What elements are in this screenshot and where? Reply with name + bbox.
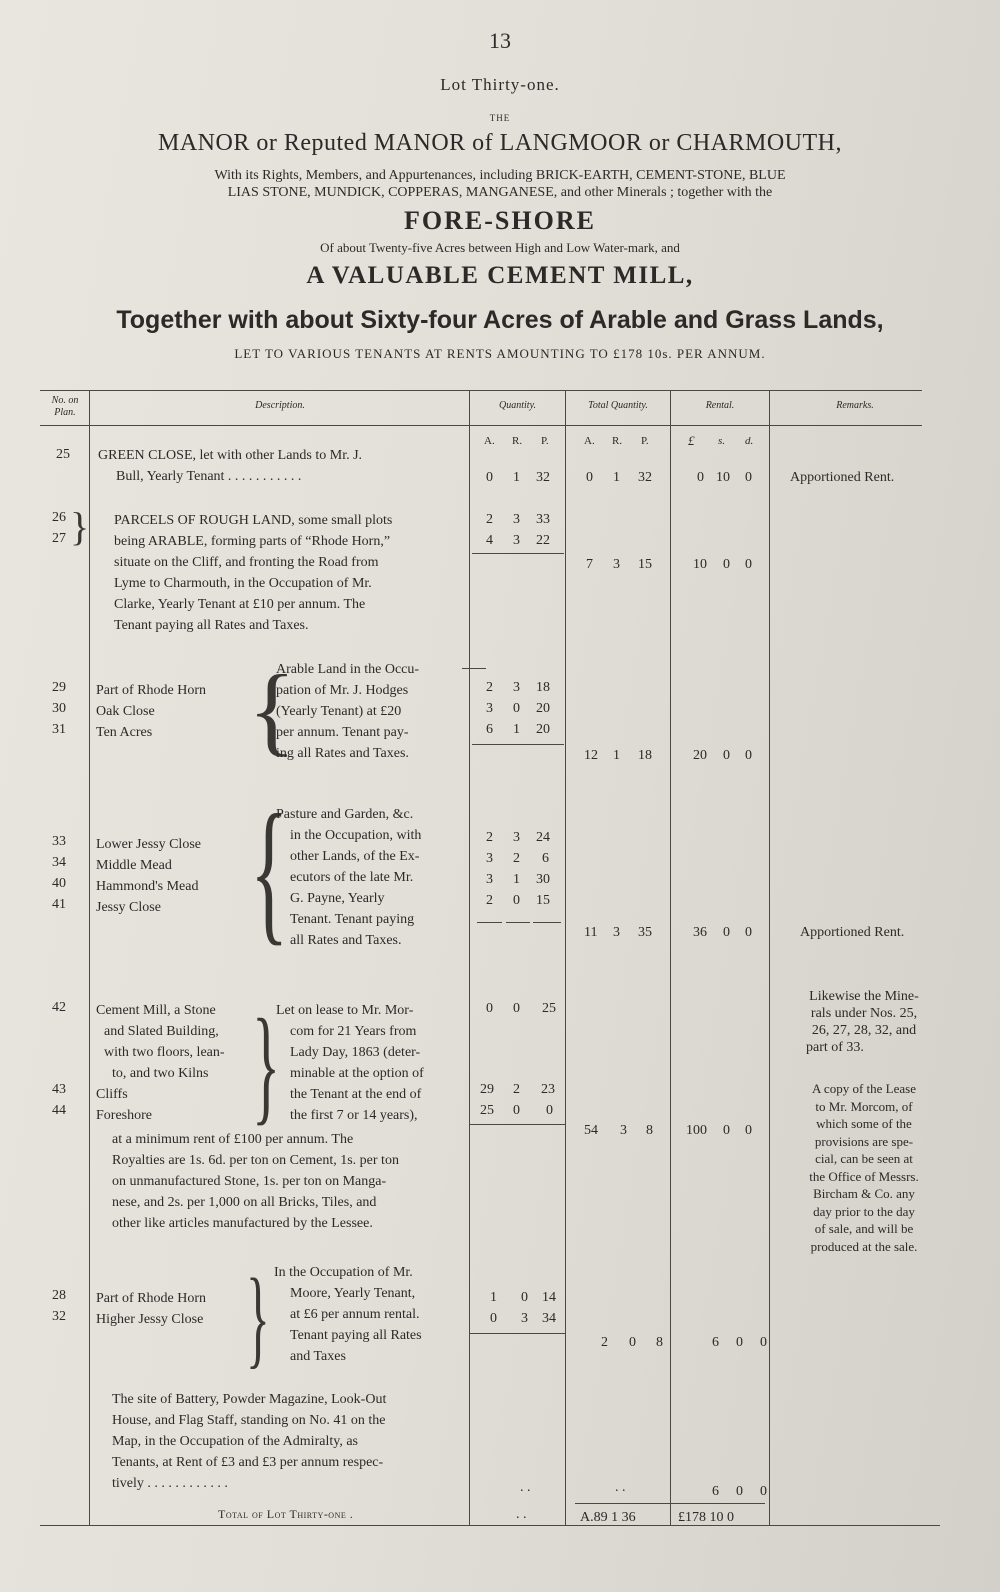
plan-number: 43 <box>52 1082 66 1097</box>
qty-r: 3 <box>513 533 520 548</box>
qty-r: 2 <box>513 1082 520 1097</box>
qty-r: 1 <box>513 722 520 737</box>
rent-l: 20 <box>693 748 707 763</box>
qty-a: 2 <box>486 830 493 845</box>
field-name: Middle Mead <box>96 858 172 873</box>
table-header-rule <box>40 425 922 426</box>
description-line: (Yearly Tenant) at £20 <box>276 704 402 719</box>
rent-d: 0 <box>745 1123 752 1138</box>
foreshore-subtitle: Of about Twenty-five Acres between High and Low Water-mark, and <box>320 240 680 255</box>
col-divider-3 <box>565 390 566 1525</box>
description-line: GREEN CLOSE, let with other Lands to Mr. J. <box>98 448 363 463</box>
leader-dots: . . <box>520 1480 531 1495</box>
total-label: Total of Lot Thirty-one . <box>218 1507 354 1521</box>
field-name: and Slated Building, <box>104 1024 219 1039</box>
total-r: 3 <box>613 925 620 940</box>
plan-number: 32 <box>52 1309 66 1324</box>
total-r: 3 <box>613 557 620 572</box>
remark-line: day prior to the day <box>813 1203 915 1219</box>
total-a: 11 <box>584 925 598 940</box>
brace-glyph: } <box>70 504 90 549</box>
rent-l: 0 <box>697 470 704 485</box>
description-line: Lyme to Charmouth, in the Occupation of Mr. <box>114 576 372 591</box>
total-p: 8 <box>646 1123 653 1138</box>
rent-l: 36 <box>693 925 707 940</box>
sum-rule <box>470 1333 565 1334</box>
description-line: the first 7 or 14 years), <box>290 1108 418 1123</box>
manor-title: MANOR or Reputed MANOR of LANGMOOR or CHARMOUTH, <box>158 130 842 156</box>
description-line: Lady Day, 1863 (deter- <box>290 1045 421 1060</box>
description-line: Clarke, Yearly Tenant at £10 per annum. The <box>114 597 366 612</box>
rights-line-2: LIAS STONE, MUNDICK, COPPERAS, MANGANESE, and other Minerals ; together with the <box>227 185 773 200</box>
rent-s: 0 <box>736 1335 743 1350</box>
field-name: Ten Acres <box>96 725 153 740</box>
total-r: 1 <box>613 470 620 485</box>
remark: Apportioned Rent. <box>790 470 895 485</box>
description-line: Let on lease to Mr. Mor- <box>276 1003 414 1018</box>
qty-p: 24 <box>536 830 550 845</box>
plan-number: 28 <box>52 1288 66 1303</box>
qty-r: 2 <box>513 851 520 866</box>
remark-line: cial, can be seen at <box>815 1151 913 1166</box>
qty-r: 0 <box>513 1001 520 1016</box>
total-p: 18 <box>638 748 652 763</box>
description-line: Pasture and Garden, &c. <box>276 807 414 822</box>
total-p: 32 <box>638 470 652 485</box>
total-p: 15 <box>638 557 652 572</box>
rent-d: 0 <box>745 748 752 763</box>
qty-r: 3 <box>521 1311 528 1326</box>
plan-number: 40 <box>52 876 66 891</box>
qty-a: 3 <box>486 872 493 887</box>
field-name: Cement Mill, a Stone <box>96 1003 216 1018</box>
field-name: Lower Jessy Close <box>96 837 201 852</box>
description-line: Arable Land in the Occu- <box>276 662 420 677</box>
let-line: LET TO VARIOUS TENANTS AT RENTS AMOUNTING TO £178 10s. PER ANNUM. <box>234 346 766 361</box>
rent-d: 0 <box>745 557 752 572</box>
qty-r: 0 <box>513 1103 520 1118</box>
col-divider-4 <box>670 390 671 1525</box>
rights-line-1: With its Rights, Members, and Appurtenances, including BRICK-EARTH, CEMENT-STONE, BLUE <box>214 168 786 183</box>
qty-a: 1 <box>490 1290 497 1305</box>
plan-number: 29 <box>52 680 66 695</box>
remark-lease <box>786 1080 942 1255</box>
qty-p: 22 <box>536 533 550 548</box>
description-line: the Tenant at the end of <box>290 1087 422 1102</box>
qty-a: 29 <box>480 1082 494 1097</box>
qty-r: 0 <box>513 701 520 716</box>
description-line: Tenants, at Rent of £3 and £3 per annum respec- <box>112 1455 384 1470</box>
mill-title: A VALUABLE CEMENT MILL, <box>306 262 694 289</box>
description-line: minable at the option of <box>290 1066 424 1081</box>
col-divider-2 <box>469 390 470 1525</box>
description-line: Royalties are 1s. 6d. per ton on Cement, 1s. per ton <box>112 1153 399 1168</box>
plan-number: 44 <box>52 1103 66 1118</box>
qty-p: 14 <box>542 1290 556 1305</box>
qty-p: 18 <box>536 680 550 695</box>
rent-s: 10 <box>716 470 730 485</box>
sum-rule <box>470 1124 565 1125</box>
field-name: Cliffs <box>96 1087 128 1102</box>
qty-p: 20 <box>536 701 550 716</box>
table-top-rule <box>40 390 922 391</box>
field-name: Part of Rhode Horn <box>96 1291 207 1306</box>
total-a: 2 <box>601 1335 608 1350</box>
qty-a: 6 <box>486 722 493 737</box>
qty-r: 0 <box>513 893 520 908</box>
qty-r: 3 <box>513 512 520 527</box>
sub-pence: d. <box>745 435 754 447</box>
total-p: 35 <box>638 925 652 940</box>
col-divider-1 <box>89 390 90 1525</box>
description-line: com for 21 Years from <box>290 1024 417 1039</box>
header-rental: Rental. <box>705 400 735 411</box>
remark-line: rals under Nos. 25, <box>810 1006 918 1021</box>
rent-d: 0 <box>745 925 752 940</box>
rent-s: 0 <box>736 1484 743 1499</box>
qty-a: 2 <box>486 512 493 527</box>
remark-line: the Office of Messrs. <box>809 1168 919 1184</box>
total-p: 8 <box>656 1335 663 1350</box>
total-quantity: A.89 1 36 <box>580 1510 636 1525</box>
total-top-rule <box>575 1503 765 1504</box>
sub-pounds: £ <box>688 433 695 448</box>
description-line: pation of Mr. J. Hodges <box>276 683 409 698</box>
remark-line: Likewise the Mine- <box>809 989 919 1004</box>
sum-rule <box>472 553 564 554</box>
remark-line: A copy of the Lease <box>812 1081 916 1096</box>
total-a: 7 <box>586 557 593 572</box>
qty-p: 33 <box>536 512 550 527</box>
rent-d: 0 <box>745 470 752 485</box>
description-line: all Rates and Taxes. <box>290 933 402 948</box>
description-line: PARCELS OF ROUGH LAND, some small plots <box>114 513 393 528</box>
rent-l: 6 <box>712 1335 719 1350</box>
remark-line: part of 33. <box>806 1040 864 1055</box>
description-line: other Lands, of the Ex- <box>290 849 420 864</box>
qty-p: 30 <box>536 872 550 887</box>
description-line: Map, in the Occupation of the Admiralty, as <box>112 1434 358 1449</box>
plan-number: 41 <box>52 897 66 912</box>
brace-glyph: { <box>248 654 296 765</box>
remark-line: which some of the <box>816 1116 912 1131</box>
header-total-quantity: Total Quantity. <box>588 400 648 411</box>
rent-d: 0 <box>760 1335 767 1350</box>
brace-glyph: } <box>246 1256 270 1378</box>
sub-a: A. <box>484 435 495 447</box>
qty-p: 6 <box>542 851 549 866</box>
foreshore-title: FORE-SHORE <box>404 206 596 235</box>
description-line: Moore, Yearly Tenant, <box>290 1286 416 1301</box>
total-r: 1 <box>613 748 620 763</box>
remark-line: to Mr. Morcom, of <box>815 1098 913 1114</box>
description-line: and Taxes <box>290 1349 346 1364</box>
sub-r: R. <box>512 435 523 447</box>
description-line: G. Payne, Yearly <box>290 891 385 906</box>
plan-number: 34 <box>52 855 66 870</box>
qty-p: 23 <box>541 1082 555 1097</box>
description-line: per annum. Tenant pay- <box>276 725 409 740</box>
remark: Apportioned Rent. <box>800 925 905 940</box>
rent-d: 0 <box>760 1484 767 1499</box>
description-line: at £6 per annum rental. <box>290 1307 420 1322</box>
sum-rule <box>533 922 561 923</box>
sub-shillings: s. <box>718 435 726 447</box>
plan-number: 26 <box>52 510 66 525</box>
description-line: ing all Rates and Taxes. <box>276 746 409 761</box>
qty-p: 32 <box>536 470 550 485</box>
plan-number: 30 <box>52 701 66 716</box>
total-a: 54 <box>584 1123 598 1138</box>
total-a: 0 <box>586 470 593 485</box>
description-line: The site of Battery, Powder Magazine, Look-Out <box>112 1392 387 1407</box>
description-line: being ARABLE, forming parts of “Rhode Horn,” <box>114 534 391 549</box>
qty-p: 34 <box>542 1311 556 1326</box>
remark-line: provisions are spe- <box>814 1133 914 1149</box>
qty-a: 3 <box>486 851 493 866</box>
qty-a: 2 <box>486 893 493 908</box>
qty-a: 2 <box>486 680 493 695</box>
page-number: 13 <box>489 28 511 53</box>
plan-number: 27 <box>52 531 66 546</box>
field-name: to, and two Kilns <box>112 1066 209 1081</box>
description-line: Bull, Yearly Tenant . . . . . . . . . . . <box>116 469 302 484</box>
qty-r: 1 <box>513 470 520 485</box>
total-a: 12 <box>584 748 598 763</box>
sub-p-total: P. <box>641 435 649 447</box>
description-line: in the Occupation, with <box>290 828 422 843</box>
description-line: Tenant. Tenant paying <box>290 912 415 927</box>
header-remarks: Remarks. <box>836 400 874 411</box>
sum-rule <box>477 922 502 923</box>
rent-l: 100 <box>686 1123 707 1138</box>
leader-dots: . . <box>615 1480 626 1495</box>
description-line: ecutors of the late Mr. <box>290 870 414 885</box>
field-name: Part of Rhode Horn <box>96 683 207 698</box>
remark-line: of sale, and will be <box>814 1221 914 1236</box>
qty-a: 0 <box>490 1311 497 1326</box>
description-line: on unmanufactured Stone, 1s. per ton on Manga- <box>112 1174 387 1189</box>
qty-a: 3 <box>486 701 493 716</box>
qty-a: 4 <box>486 533 493 548</box>
description-line: nese, and 2s. per 1,000 on all Bricks, Tiles, and <box>112 1195 377 1210</box>
field-name: Jessy Close <box>96 900 161 915</box>
sub-r-total: R. <box>612 435 623 447</box>
sub-p: P. <box>541 435 549 447</box>
qty-r: 1 <box>513 872 520 887</box>
field-name: with two floors, lean- <box>104 1045 225 1060</box>
leader-rule <box>462 668 486 669</box>
description-line: House, and Flag Staff, standing on No. 41 on the <box>112 1413 386 1428</box>
remark-line: 26, 27, 28, 32, and <box>811 1023 917 1038</box>
description-line: situate on the Cliff, and fronting the Road from <box>114 555 379 570</box>
header-quantity: Quantity. <box>499 400 536 411</box>
total-r: 0 <box>629 1335 636 1350</box>
sub-a-total: A. <box>584 435 595 447</box>
rent-l: 6 <box>712 1484 719 1499</box>
plan-number: 42 <box>52 1000 66 1015</box>
rent-s: 0 <box>723 557 730 572</box>
lot-title: Lot Thirty-one. <box>440 75 560 94</box>
qty-a: 0 <box>486 470 493 485</box>
brace-glyph: } <box>252 993 281 1137</box>
total-rental: £178 10 0 <box>678 1510 734 1525</box>
qty-r: 0 <box>521 1290 528 1305</box>
rent-s: 0 <box>723 1123 730 1138</box>
description-line: Tenant paying all Rates <box>290 1328 422 1343</box>
field-name: Hammond's Mead <box>96 879 199 894</box>
field-name: Foreshore <box>96 1108 152 1123</box>
leader-dots: . . <box>516 1507 527 1522</box>
rent-l: 10 <box>693 557 707 572</box>
total-r: 3 <box>620 1123 627 1138</box>
field-name: Higher Jessy Close <box>96 1312 204 1327</box>
plan-number: 31 <box>52 722 66 737</box>
rent-s: 0 <box>723 748 730 763</box>
remark-minerals <box>786 988 942 1056</box>
qty-a: 25 <box>480 1103 494 1118</box>
table-bottom-rule <box>40 1525 940 1526</box>
remark-line: produced at the sale. <box>810 1238 918 1254</box>
sum-rule <box>472 744 564 745</box>
qty-p: 25 <box>542 1001 556 1016</box>
remark-line: Bircham & Co. any <box>813 1186 915 1201</box>
brace-glyph: { <box>250 781 289 959</box>
qty-p: 0 <box>546 1103 553 1118</box>
rent-s: 0 <box>723 925 730 940</box>
qty-r: 3 <box>513 830 520 845</box>
description-line: Tenant paying all Rates and Taxes. <box>114 618 309 633</box>
header-description: Description. <box>255 400 305 411</box>
plan-number: 25 <box>56 447 70 462</box>
description-line: In the Occupation of Mr. <box>274 1265 413 1280</box>
qty-r: 3 <box>513 680 520 695</box>
qty-p: 15 <box>536 893 550 908</box>
description-line: at a minimum rent of £100 per annum. The <box>112 1132 354 1147</box>
sum-rule <box>506 922 530 923</box>
col-divider-5 <box>769 390 770 1525</box>
the-label: THE <box>489 113 511 123</box>
plan-number: 33 <box>52 834 66 849</box>
qty-p: 20 <box>536 722 550 737</box>
lands-title: Together with about Sixty-four Acres of Arable and Grass Lands, <box>116 306 884 334</box>
field-name: Oak Close <box>96 704 155 719</box>
description-line: other like articles manufactured by the Lessee. <box>112 1216 373 1231</box>
description-line: tively . . . . . . . . . . . . <box>112 1476 228 1491</box>
qty-a: 0 <box>486 1001 493 1016</box>
header-plan: No. on Plan. <box>51 395 79 418</box>
